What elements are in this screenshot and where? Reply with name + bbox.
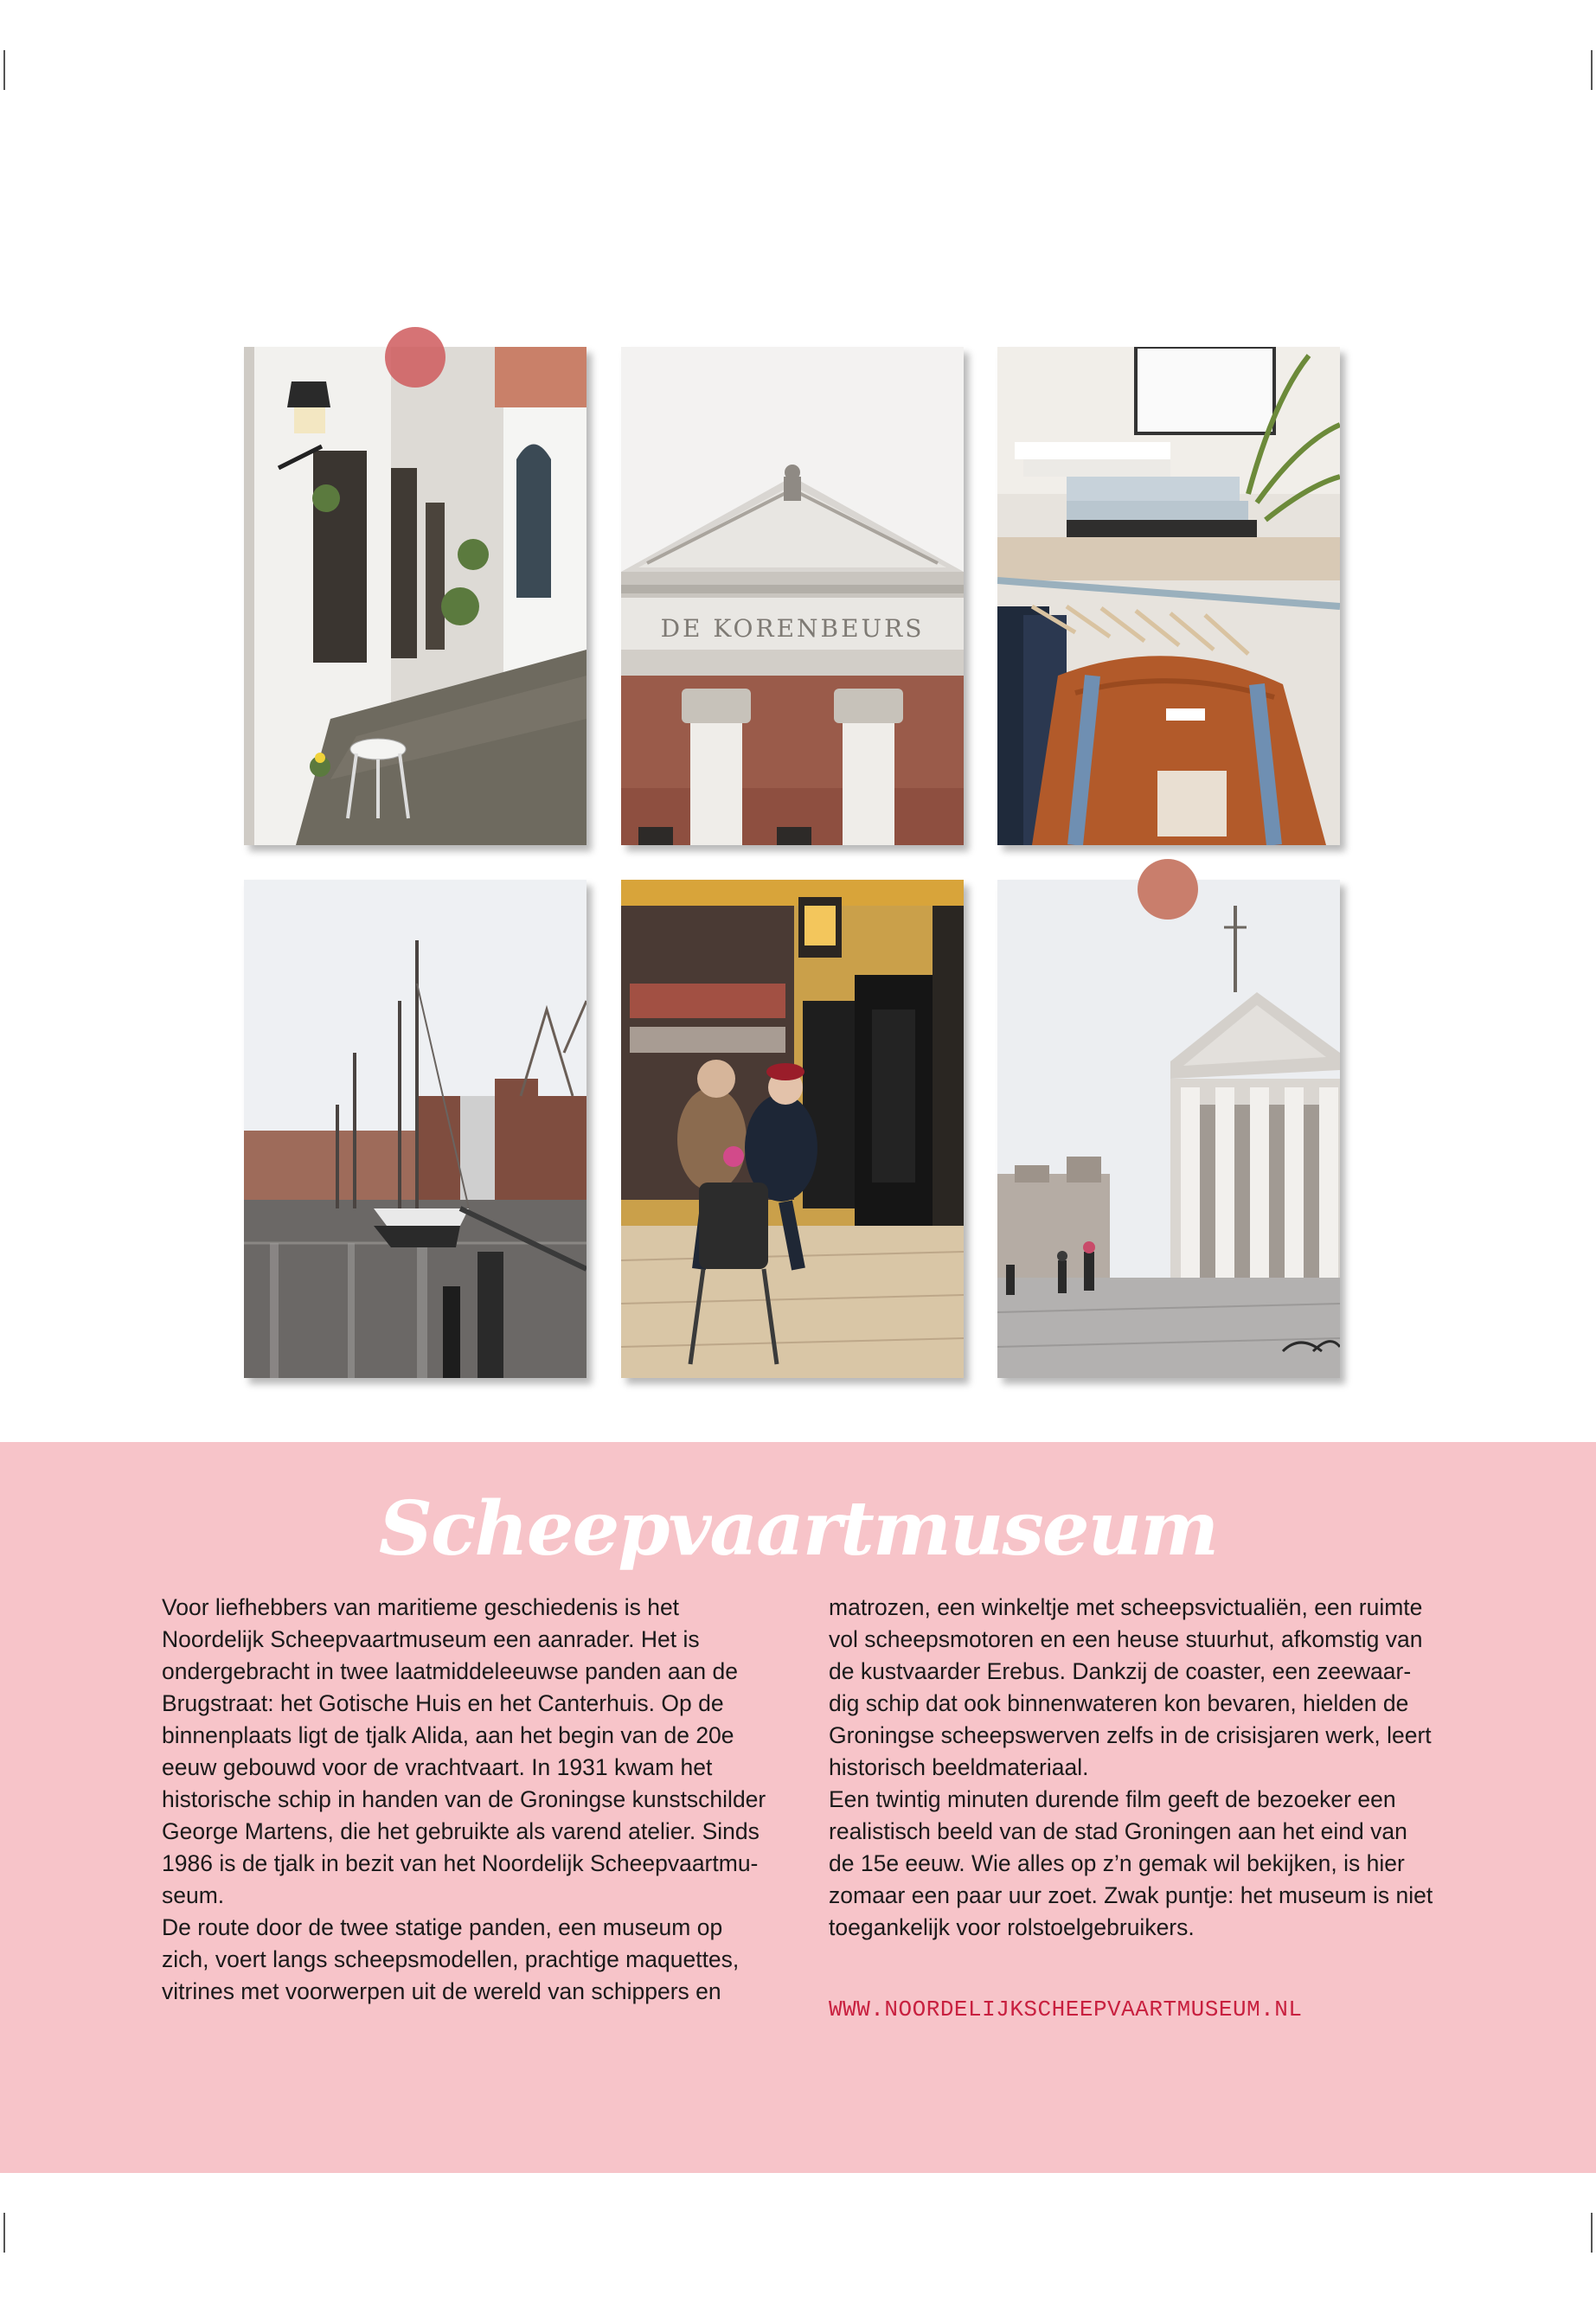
article-column-left (162, 1592, 836, 2008)
decorative-dot-right (1138, 859, 1198, 920)
article-line: zomaar een paar uur zoet. Zwak puntje: het museum is niet (829, 1882, 1433, 1908)
article-line: zich, voert langs scheepsmodellen, prachtige maquettes, (162, 1946, 740, 1972)
korenbeurs-sign: DE KORENBEURS (660, 614, 925, 643)
article-column-right (829, 1592, 1503, 1944)
article-line: Brugstraat: het Gotische Huis en het Canterhuis. Op de (162, 1690, 724, 1716)
article-line: seum. (162, 1882, 225, 1908)
article-line: vitrines met voorwerpen uit de wereld van schippers en (162, 1978, 721, 2004)
article-line: toegankelijk voor rolstoelgebruikers. (829, 1914, 1195, 1940)
harbour-photo (244, 880, 586, 1378)
article-line: 1986 is de tjalk in bezit van het Noordelijk Scheepvaartmu- (162, 1850, 759, 1876)
decorative-dot-left (385, 327, 445, 388)
article-line: de 15e eeuw. Wie alles op z’n gemak wil bekijken, is hier (829, 1850, 1405, 1876)
article-line: Noordelijk Scheepvaartmuseum een aanrader. Het is (162, 1626, 700, 1652)
museum-website-link[interactable]: WWW.NOORDELIJKSCHEEPVAARTMUSEUM.NL (829, 1997, 1303, 2022)
clothing-shop-photo (997, 347, 1340, 845)
article-line: de kustvaarder Erebus. Dankzij de coaster, een zeewaar- (829, 1658, 1412, 1684)
article-line: realistisch beeld van de stad Groningen aan het eind van (829, 1818, 1407, 1844)
article-line: Een twintig minuten durende film geeft de bezoeker een (829, 1786, 1396, 1812)
korenbeurs-photo (621, 347, 964, 845)
crop-mark-bottom-right (1591, 2213, 1593, 2253)
article-line: eeuw gebouwd voor de vrachtvaart. In 1931 kwam het (162, 1754, 713, 1780)
article-line: dig schip dat ook binnenwateren kon bevaren, hielden de (829, 1690, 1409, 1716)
article-title: Scheepvaartmuseum (378, 1485, 1218, 1573)
cafe-photo (621, 880, 964, 1378)
article-line: ondergebracht in twee laatmiddeleeuwse panden aan de (162, 1658, 738, 1684)
alley-photo (244, 347, 586, 845)
article-line: historisch beeldmateriaal. (829, 1754, 1089, 1780)
article-line: historische schip in handen van de Groningse kunstschilder (162, 1786, 766, 1812)
article-line: vol scheepsmotoren en een heuse stuurhut, afkomstig van (829, 1626, 1423, 1652)
crop-mark-top-left (3, 50, 5, 90)
article-line: binnenplaats ligt de tjalk Alida, aan het begin van de 20e (162, 1722, 734, 1748)
article-line: De route door de twee statige panden, een museum op (162, 1914, 723, 1940)
article-line: matrozen, een winkeltje met scheepsvictualiën, een ruimte (829, 1594, 1423, 1620)
article-line: George Martens, die het gebruikte als varend atelier. Sinds (162, 1818, 760, 1844)
crop-mark-bottom-left (3, 2213, 5, 2253)
article-line: Groningse scheepswerven zelfs in de crisisjaren werk, leert (829, 1722, 1432, 1748)
crop-mark-top-right (1591, 50, 1593, 90)
square-photo (997, 880, 1340, 1378)
article-line: Voor liefhebbers van maritieme geschiedenis is het (162, 1594, 680, 1620)
